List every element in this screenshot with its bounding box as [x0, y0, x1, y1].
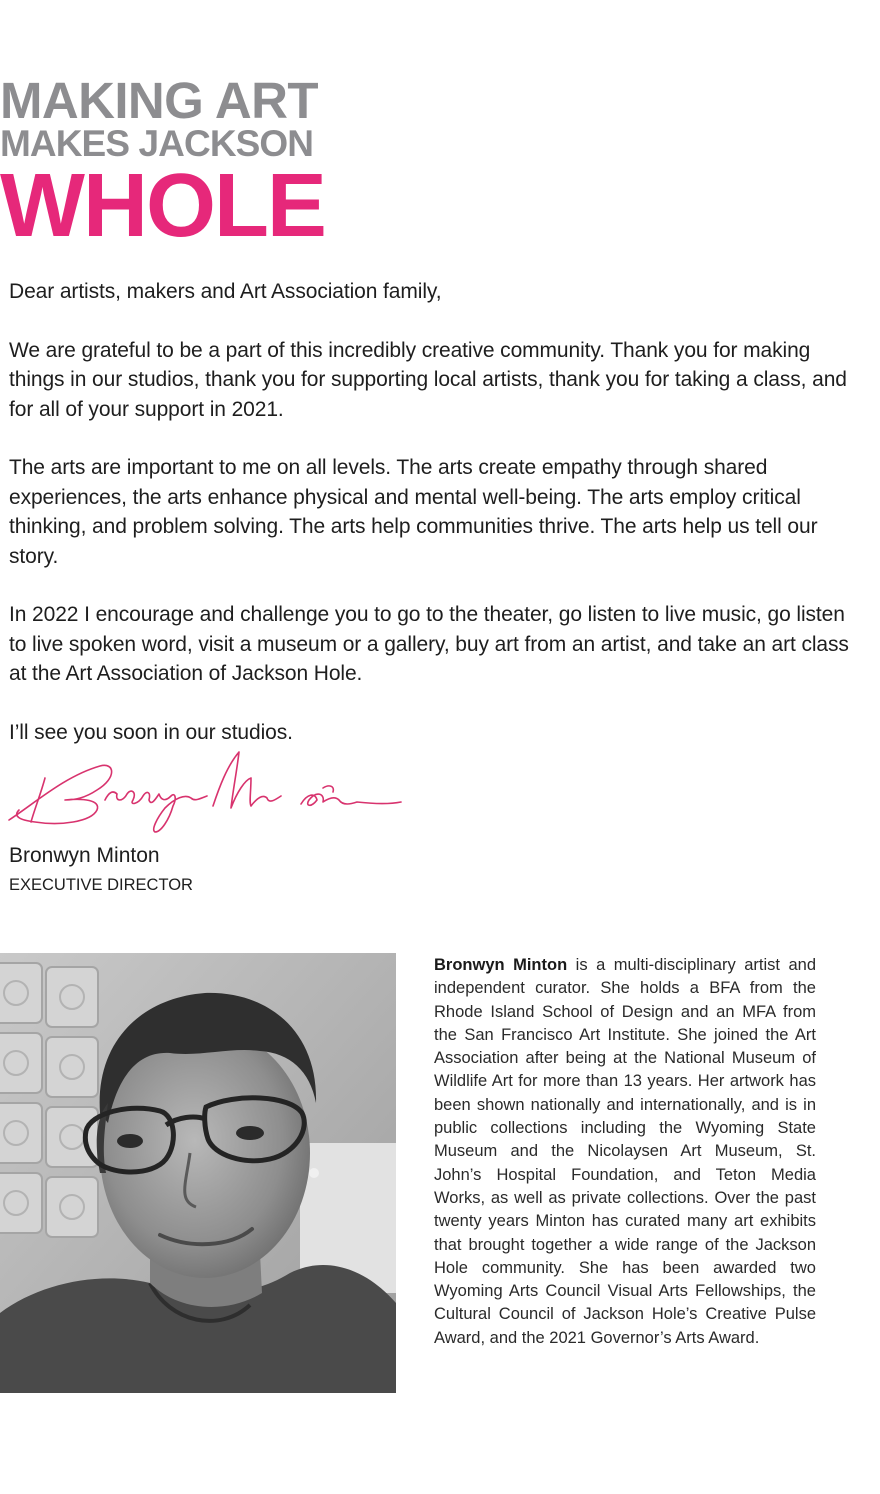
headline-line-1: MAKING ART — [0, 72, 318, 129]
letter-paragraph-3: In 2022 I encourage and challenge you to go to the theater, go listen to live music, go listen to live spoken word, visit a museum or a gallery, buy art from an artist, and take an art class at the Art Association of Jackson Hole. — [9, 603, 849, 686]
signer-title: EXECUTIVE DIRECTOR — [9, 876, 193, 894]
bio-name: Bronwyn Minton — [434, 956, 568, 974]
letter-body — [9, 277, 859, 777]
headline-line-3: WHOLE — [0, 156, 325, 256]
portrait-photo — [0, 953, 396, 1393]
bio-paragraph — [434, 954, 816, 1350]
headline-line-2: MAKES JACKSON — [0, 123, 314, 164]
letter-closing: I’ll see you soon in our studios. — [9, 721, 293, 745]
letter-paragraph-2: The arts are important to me on all levels. The arts create empathy through shared experiences, the arts enhance physical and mental well-being. The arts employ critical thinking, and problem solving. The arts help communities thrive. The arts help us tell our story. — [9, 456, 818, 568]
handwritten-signature — [5, 748, 405, 840]
letter-salutation: Dear artists, makers and Art Association family, — [9, 280, 442, 303]
letter-paragraph-1: We are grateful to be a part of this incredibly creative community. Thank you for making things in our studios, thank you for supporting local artists, thank you for taking a class, and for all of your support in 2021. — [9, 338, 847, 421]
signer-name: Bronwyn Minton — [9, 844, 160, 867]
bio-text: is a multi-disciplinary artist and independent curator. She holds a BFA from the Rhode Island School of Design and an MFA from the San Francisco Art Institute. She joined the Art Association after being at the National Museum of Wildlife Art for more than 13 years. Her artwork has been shown nationally and internationally, and is in public collections including the Wyoming State Museum and the Nicolaysen Art Museum, St. John’s Hospital Foundation, and Teton Media Works, as well as private collections. Over the past twenty years Minton has curated many art exhibits that brought together a wide range of the Jackson Hole community. She has been awarded two Wyoming Arts Council Visual Arts Fellowships, the Cultural Council of Jackson Hole’s Creative Pulse Award, and the 2021 Governor’s Arts Award. — [434, 956, 816, 1347]
headline — [0, 72, 340, 256]
